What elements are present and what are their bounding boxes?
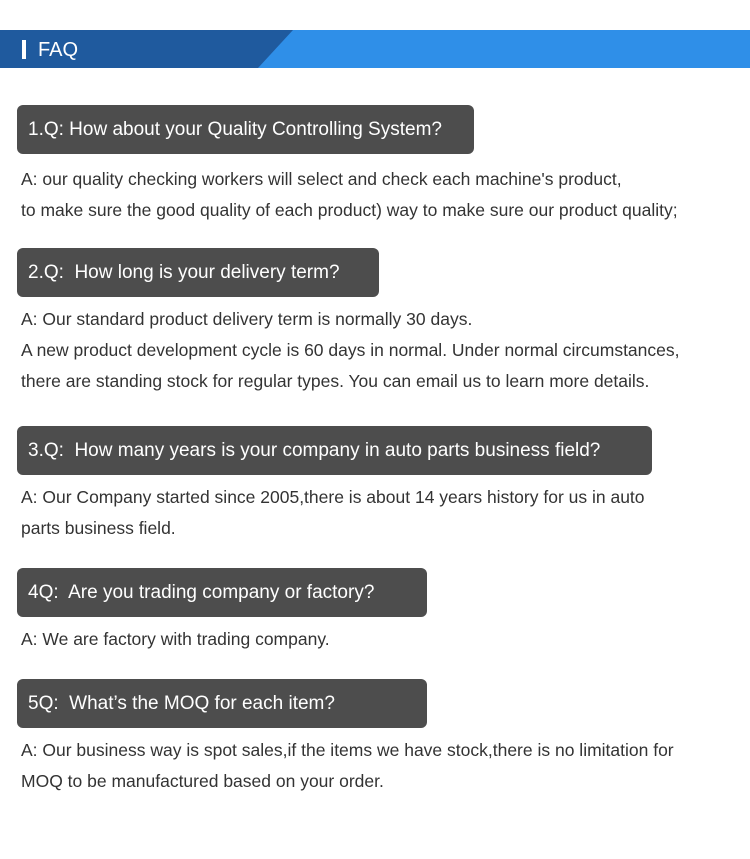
answer-line: A new product development cycle is 60 days in normal. Under normal circumstances, <box>21 340 680 360</box>
faq-answer-2 <box>21 304 680 397</box>
faq-header-banner <box>0 30 750 68</box>
answer-line: parts business field. <box>21 518 176 538</box>
answer-line: A: Our standard product delivery term is normally 30 days. <box>21 309 473 329</box>
faq-question-5: 5Q: What’s the MOQ for each item? <box>17 679 427 728</box>
faq-answer-1 <box>21 164 678 226</box>
answer-line: there are standing stock for regular types. You can email us to learn more details. <box>21 371 650 391</box>
answer-line: MOQ to be manufactured based on your order. <box>21 771 384 791</box>
faq-answer-5 <box>21 735 674 797</box>
faq-question-4: 4Q: Are you trading company or factory? <box>17 568 427 617</box>
answer-line: to make sure the good quality of each product) way to make sure our product quality; <box>21 200 678 220</box>
header-accent-mark <box>22 40 26 59</box>
faq-question-2: 2.Q: How long is your delivery term? <box>17 248 379 297</box>
header-banner-graphic <box>0 30 750 68</box>
answer-line: A: We are factory with trading company. <box>21 629 330 649</box>
faq-answer-4 <box>21 624 330 655</box>
answer-line: A: Our business way is spot sales,if the items we have stock,there is no limitation for <box>21 740 674 760</box>
answer-line: A: Our Company started since 2005,there is about 14 years history for us in auto <box>21 487 645 507</box>
faq-title: FAQ <box>38 39 79 61</box>
answer-line: A: our quality checking workers will select and check each machine's product, <box>21 169 622 189</box>
faq-question-3: 3.Q: How many years is your company in auto parts business field? <box>17 426 652 475</box>
faq-question-1: 1.Q: How about your Quality Controlling System? <box>17 105 474 154</box>
faq-answer-3 <box>21 482 645 544</box>
